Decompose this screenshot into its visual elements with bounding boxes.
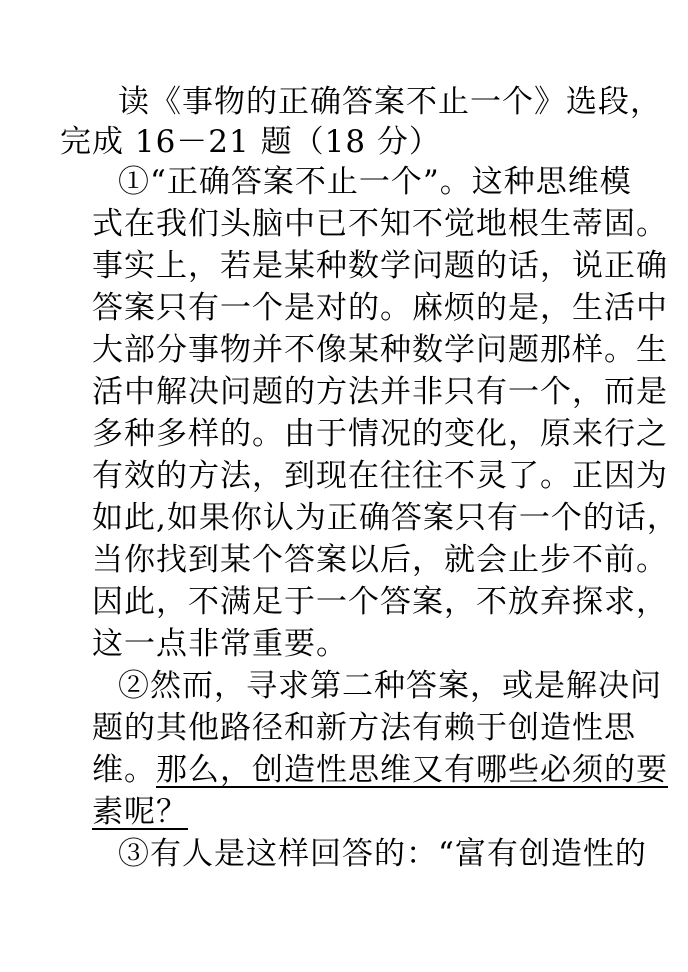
paragraph-2-line-1: ②然而，寻求第二种答案，或是解决问	[118, 668, 662, 704]
paragraph-2-line-3	[92, 750, 668, 790]
paragraph-1-line-5: 大部分事物并不像某种数学问题那样。生	[92, 332, 668, 368]
line-plain-text: 维。	[92, 752, 156, 788]
paragraph-3-line-1: ③有人是这样回答的：“富有创造性的	[118, 836, 647, 872]
title-line-1: 读《事物的正确答案不止一个》选段，	[118, 84, 662, 120]
paragraph-1-line-8: 有效的方法，到现在往往不灵了。正因为	[92, 458, 668, 494]
paragraph-1-line-4: 答案只有一个是对的。麻烦的是，生活中	[92, 290, 668, 326]
paragraph-1-line-10: 当你找到某个答案以后，就会止步不前。	[92, 542, 668, 578]
paragraph-1-line-12: 这一点非常重要。	[92, 626, 348, 662]
paragraph-2-line-4	[92, 792, 188, 832]
paragraph-1-line-6: 活中解决问题的方法并非只有一个，而是	[92, 374, 668, 410]
paragraph-1-line-3: 事实上，若是某种数学问题的话，说正确	[92, 248, 668, 284]
paragraph-1-line-2: 式在我们头脑中已不知不觉地根生蒂固。	[92, 206, 668, 242]
paragraph-1-line-11: 因此，不满足于一个答案，不放弃探求，	[92, 584, 668, 620]
paragraph-1-line-1: ①“正确答案不止一个”。这种思维模	[118, 164, 632, 200]
title-line-2: 完成 16－21 题（18 分）	[60, 124, 441, 160]
underlined-question-part-2: 素呢？	[92, 794, 188, 830]
paragraph-1-line-9: 如此,如果你认为正确答案只有一个的话，	[92, 500, 679, 536]
underlined-question-part-1: 那么，创造性思维又有哪些必须的要	[156, 752, 668, 788]
paragraph-1-line-7: 多种多样的。由于情况的变化，原来行之	[92, 416, 668, 452]
paragraph-2-line-2: 题的其他路径和新方法有赖于创造性思	[92, 710, 636, 746]
